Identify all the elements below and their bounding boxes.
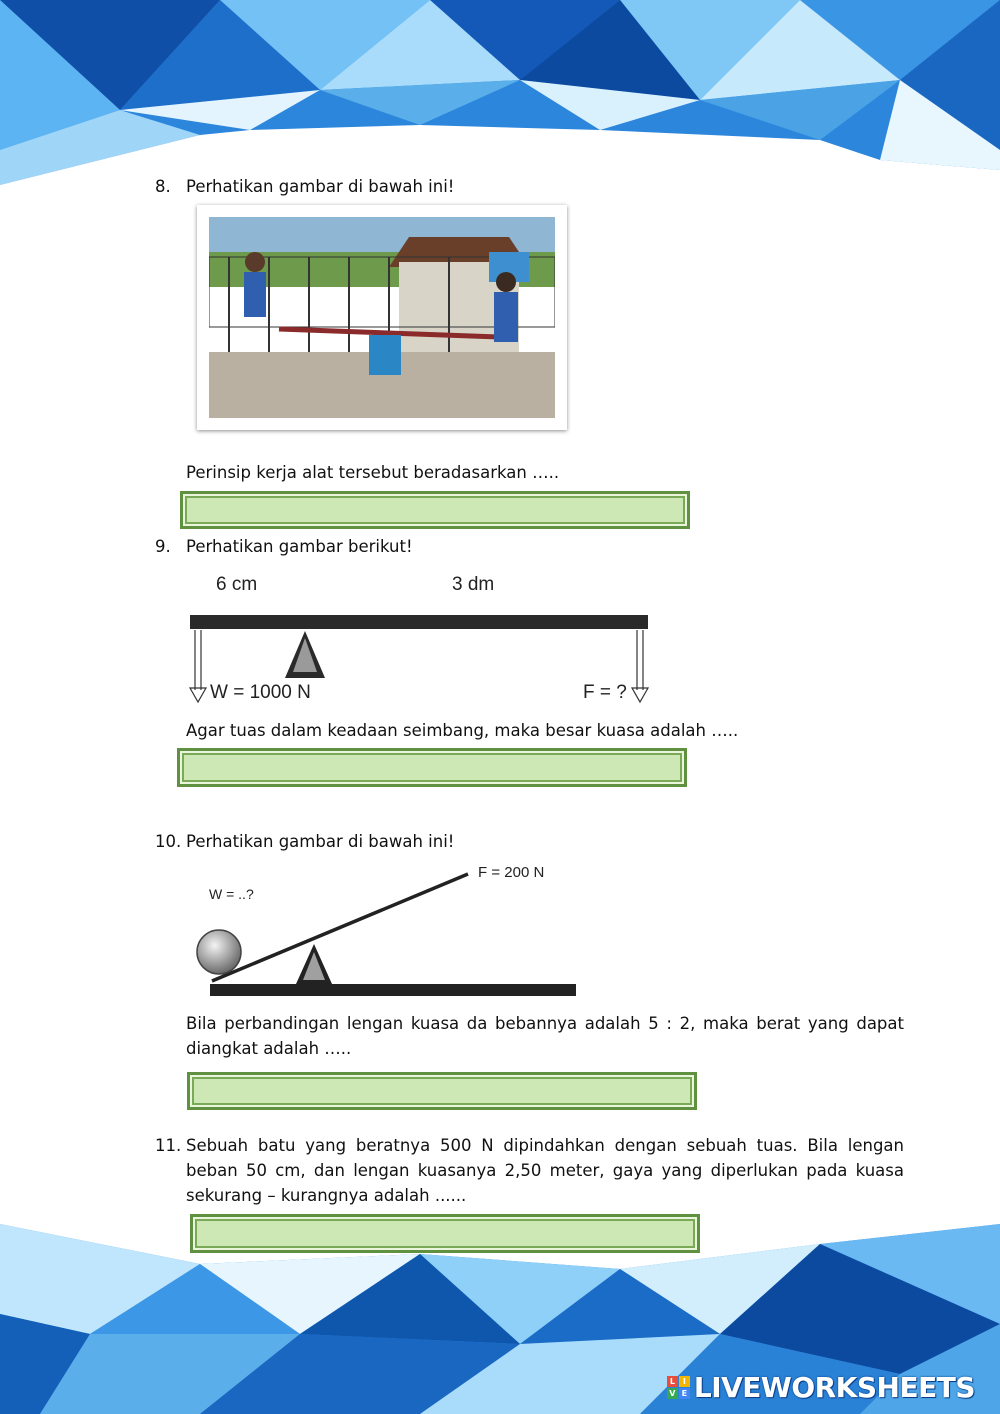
answer-box-10[interactable] xyxy=(187,1072,697,1110)
question-text: Perhatikan gambar di bawah ini! xyxy=(186,832,455,851)
question-text: Perhatikan gambar berikut! xyxy=(186,537,413,556)
answer-input-10[interactable] xyxy=(190,1075,694,1107)
liveworksheets-logo xyxy=(667,1372,975,1402)
brand-mark-letter: E xyxy=(679,1388,690,1399)
brand-mark-letter: V xyxy=(667,1388,678,1399)
answer-input-8[interactable] xyxy=(183,494,687,526)
question-9-prompt: Agar tuas dalam keadaan seimbang, maka besar kuasa adalah ….. xyxy=(186,721,739,740)
question-number: 8. xyxy=(155,177,171,196)
force-label: F = ? xyxy=(583,682,627,703)
question-8-prompt: Perinsip kerja alat tersebut beradasarkan ….. xyxy=(186,463,560,482)
answer-box-9[interactable] xyxy=(177,748,687,787)
brand-mark-letter: I xyxy=(679,1376,690,1387)
load-label: W = 1000 N xyxy=(210,682,311,703)
answer-box-8[interactable] xyxy=(180,491,690,529)
question-11-text: Sebuah batu yang beratnya 500 N dipindahkan dengan sebuah tuas. Bila lengan beban 50 cm, dan lengan kuasanya 2,50 meter, gaya yang diperlukan pada kuasa sekurang – kurangnya adalah ...... xyxy=(186,1136,904,1205)
force-label: F = 200 N xyxy=(478,864,545,881)
right-arm-label: 3 dm xyxy=(452,574,495,595)
brand-mark-icon xyxy=(667,1376,690,1399)
answer-input-9[interactable] xyxy=(180,751,684,784)
brand-mark-letter: L xyxy=(667,1376,678,1387)
question-number: 10. xyxy=(155,832,182,851)
seesaw-illustration xyxy=(209,217,555,418)
brand-name: LIVEWORKSHEETS xyxy=(693,1370,975,1404)
question-number: 9. xyxy=(155,537,171,556)
question-11-number: 11. xyxy=(155,1136,182,1155)
question-10-prompt: Bila perbandingan lengan kuasa da bebannya adalah 5 : 2, maka berat yang dapat diangkat adalah ….. xyxy=(186,1014,904,1058)
seesaw-photo xyxy=(197,205,567,430)
load-label: W = ..? xyxy=(209,886,254,902)
left-arm-label: 6 cm xyxy=(216,574,258,595)
question-text: Perhatikan gambar di bawah ini! xyxy=(186,177,455,196)
header-decoration xyxy=(0,0,1000,200)
inclined-lever xyxy=(190,868,590,1000)
